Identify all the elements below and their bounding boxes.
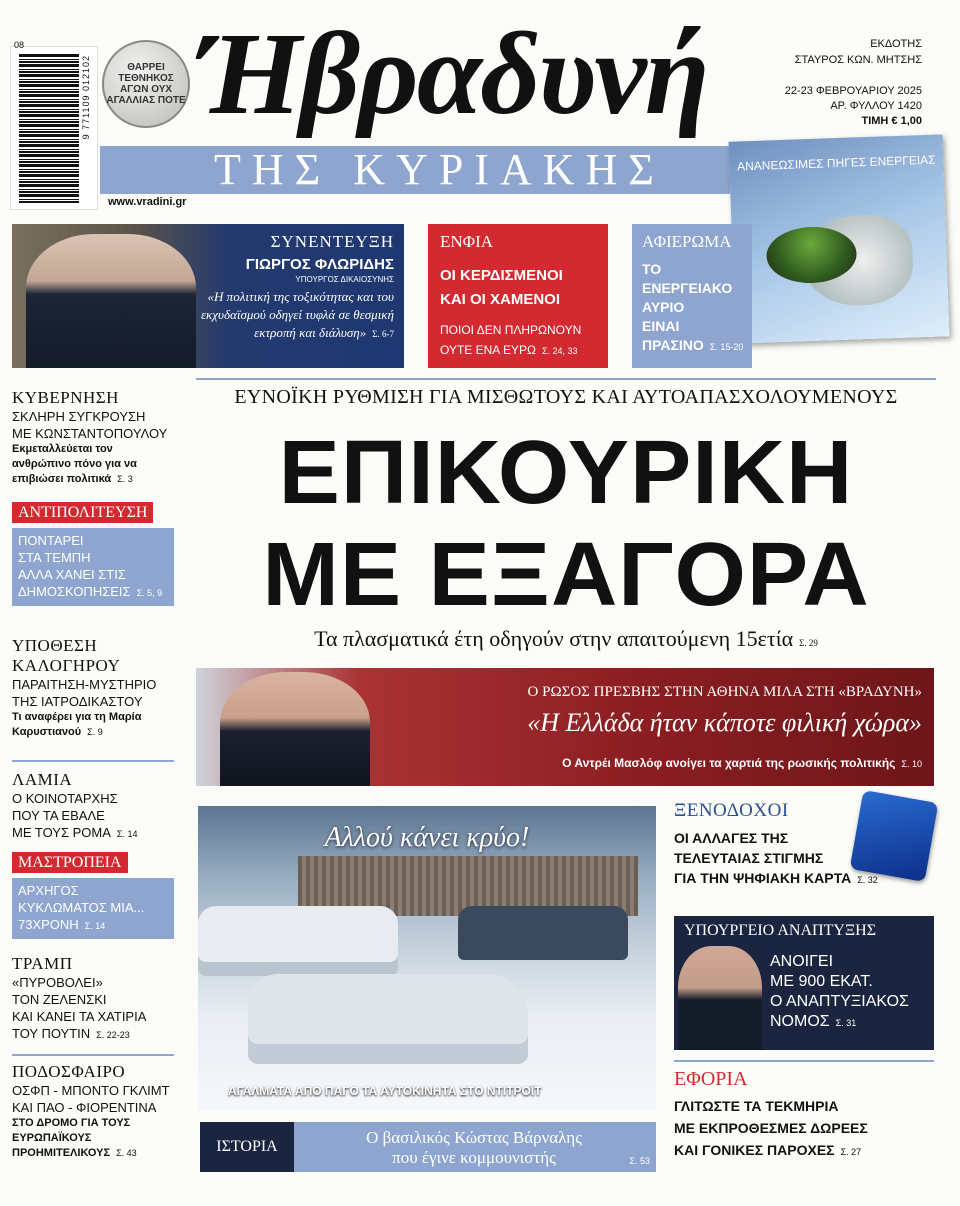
russia-quote: «Η Ελλάδα ήταν κάποτε φιλική χώρα» (527, 708, 922, 737)
opposition-line: ΠΟΝΤΑΡΕΙ (18, 533, 84, 548)
enfia-panel[interactable] (428, 224, 608, 368)
main-headline-line1[interactable]: ΕΠΙΚΟΥΡΙΚΗ (278, 423, 854, 523)
history-line: που έγινε κομμουνιστής (392, 1148, 556, 1167)
dev-line: ΝΟΜΟΣ (770, 1013, 830, 1030)
enfia-sub-line2: ΟΥΤΕ ΕΝΑ ΕΥΡΩ (440, 343, 536, 357)
minister-photo (678, 946, 762, 1050)
gov-category: ΚΥΒΕΡΝΗΣΗ (12, 388, 119, 407)
sidebar-divider (12, 760, 174, 762)
frozen-car-image (248, 974, 528, 1064)
lamia-line: Ο ΚΟΙΝΟΤΑΡΧΗΣ (12, 791, 118, 806)
football-line: ΟΣΦΠ - ΜΠΟΝΤΟ ΓΚΛΙΜΤ (12, 1083, 170, 1098)
sidebar-lamia[interactable] (12, 770, 174, 843)
tribute-headline (642, 260, 743, 357)
maslov-photo (220, 672, 370, 786)
supplement-cover[interactable] (729, 134, 950, 343)
hotel-kicker: ΞΕΝΟΔΟΧΟΙ (674, 800, 789, 821)
enfia-sub (440, 320, 581, 361)
interview-role: ΥΠΟΥΡΓΟΣ ΔΙΚΑΙΟΣΥΝΗΣ (295, 275, 394, 284)
main-divider (196, 378, 936, 380)
tribute-kicker: ΑΦΙΕΡΩΜΑ (642, 232, 732, 251)
hotel-page: Σ. 32 (857, 875, 878, 885)
russia-sub (562, 756, 922, 770)
football-line: ΚΑΙ ΠΑΟ - ΦΙΟΡΕΝΤΙΝΑ (12, 1100, 157, 1115)
kalogirou-page: Σ. 9 (87, 727, 103, 737)
football-category: ΠΟΔΟΣΦΑΙΡΟ (12, 1062, 126, 1081)
hotel-head-line: ΟΙ ΑΛΛΑΓΕΣ ΤΗΣ (674, 830, 789, 846)
tribute-page: Σ. 15-20 (709, 342, 744, 352)
issue-price: ΤΙΜΗ € 1,00 (861, 115, 922, 127)
gov-title: ΣΚΛΗΡΗ ΣΥΓΚΡΟΥΣΗ (12, 409, 146, 424)
issue-date: 22-23 ΦΕΒΡΟΥΑΡΙΟΥ 2025 (784, 85, 922, 97)
dev-page: Σ. 31 (835, 1018, 857, 1028)
right-divider (674, 1060, 934, 1062)
mastropeia-page: Σ. 14 (84, 921, 106, 931)
gov-page: Σ. 3 (117, 474, 133, 484)
main-deck (196, 626, 936, 652)
dev-line: ΑΝΟΙΓΕΙ (770, 953, 834, 970)
enfia-headline (440, 264, 563, 312)
trump-line: ΤΟΥ ΠΟΥΤΙΝ (12, 1026, 91, 1041)
tax-head-line: ΓΛΙΤΩΣΤΕ ΤΑ ΤΕΚΜΗΡΙΑ (674, 1098, 839, 1114)
publisher-name: ΣΤΑΥΡΟΣ ΚΩΝ. ΜΗΤΣΗΣ (794, 54, 922, 66)
sidebar-football[interactable] (12, 1062, 174, 1161)
opposition-line: ΣΤΑ ΤΕΜΠΗ (18, 550, 91, 565)
dev-kicker: ΥΠΟΥΡΓΕΙΟ ΑΝΑΠΤΥΞΗΣ (684, 922, 877, 939)
enfia-head-line1: ΟΙ ΚΕΡΔΙΣΜΕΝΟΙ (440, 267, 563, 284)
russia-kicker: Ο ΡΩΣΟΣ ΠΡΕΣΒΗΣ ΣΤΗΝ ΑΘΗΝΑ ΜΙΛΑ ΣΤΗ «ΒΡΑΔΥΝΗ» (527, 684, 922, 700)
sidebar-divider (12, 1054, 174, 1056)
football-sub: ΣΤΟ ΔΡΟΜΟ ΓΙΑ ΤΟΥΣ ΕΥΡΩΠΑΪΚΟΥΣ ΠΡΟΗΜΙΤΕΛΙΚΟΥΣ (12, 1117, 131, 1159)
main-kicker: ΕΥΝΟΪΚΗ ΡΥΘΜΙΣΗ ΓΙΑ ΜΙΣΘΩΤΟΥΣ ΚΑΙ ΑΥΤΟΑΠΑΣΧΟΛΟΥΜΕΝΟΥΣ (234, 386, 898, 408)
snow-caption: ΑΓΑΛΜΑΤΑ ΑΠΟ ΠΑΓΟ ΤΑ ΑΥΤΟΚΙΝΗΤΑ ΣΤΟ ΝΤΙΤΡΟΪΤ (228, 1084, 542, 1098)
trump-page: Σ. 22-23 (96, 1030, 130, 1040)
barcode-bars (19, 53, 79, 203)
mastropeia-line: ΑΡΧΗΓΟΣ (18, 883, 79, 898)
barcode-issue: 08 (14, 40, 25, 50)
interview-panel[interactable] (12, 224, 404, 368)
interview-quote (176, 288, 394, 343)
interview-page: Σ. 6-7 (372, 329, 394, 339)
interview-kicker: ΣΥΝΕΝΤΕΥΞΗ (270, 232, 394, 251)
trump-line: ΤΟΝ ΖΕΛΕΝΣΚΙ (12, 992, 107, 1007)
kalogirou-category: ΚΑΛΟΓΗΡΟΥ (12, 656, 121, 675)
sidebar-kalogirou[interactable] (12, 636, 174, 740)
sidebar-mastropeia[interactable] (12, 854, 174, 939)
hotel-head-line: ΓΙΑ ΤΗΝ ΨΗΦΙΑΚΗ ΚΑΡΤΑ (674, 870, 852, 886)
snow-title: Αλλού κάνει κρύο! (324, 822, 530, 853)
smartphone-icon (850, 790, 939, 882)
enfia-kicker: ΕΝΦΙΑ (440, 232, 494, 251)
gov-title: ΜΕ ΚΩΝΣΤΑΝΤΟΠΟΥΛΟΥ (12, 426, 168, 441)
masthead-subtitle: ΤΗΣ ΚΥΡΙΑΚΗΣ (214, 145, 665, 194)
development-panel[interactable] (674, 916, 934, 1050)
masthead-title: Ήβραδυνή (196, 8, 708, 139)
sidebar-gov[interactable] (12, 388, 174, 487)
mastropeia-line: 73ΧΡΟΝΗ (18, 917, 79, 932)
issue-number: ΑΡ. ΦΥΛΛΟΥ 1420 (830, 100, 922, 112)
tribute-line: ΠΡΑΣΙΝΟ (642, 337, 704, 353)
supplement-title: ΑΝΑΝΕΩΣΙΜΕΣ ΠΗΓΕΣ ΕΝΕΡΓΕΙΑΣ (736, 152, 936, 174)
sidebar-trump[interactable] (12, 954, 174, 1044)
kalogirou-title: ΤΗΣ ΙΑΤΡΟΔΙΚΑΣΤΟΥ (12, 694, 143, 709)
russia-panel[interactable] (196, 668, 934, 786)
history-text (300, 1128, 648, 1168)
barcode (10, 46, 98, 210)
opposition-label: ΑΝΤΙΠΟΛΙΤΕΥΣΗ (12, 502, 153, 523)
tribute-line: ΑΥΡΙΟ (642, 299, 685, 315)
main-deck-text: Τα πλασματικά έτη οδηγούν στην απαιτούμενη 15ετία (314, 626, 794, 651)
snow-photo-panel[interactable] (198, 806, 656, 1110)
issue-info (785, 84, 922, 129)
main-page: Σ. 29 (799, 638, 818, 648)
frozen-car-image (198, 906, 398, 976)
tax-page: Σ. 27 (840, 1147, 862, 1157)
football-page: Σ. 43 (116, 1148, 137, 1158)
tax-kicker: ΕΦΟΡΙΑ (674, 1068, 748, 1090)
hotel-head-line: ΤΕΛΕΥΤΑΙΑΣ ΣΤΙΓΜΗΣ (674, 850, 824, 866)
coin-text: ΘΑΡΡΕΙ ΤΕΘΝΗΚΟΣ ΑΓΩΝ ΟΥΧ ΑΓΑΛΛΙΑΣ ΠΟΤΕ (106, 62, 186, 106)
publisher-block (795, 36, 922, 68)
enfia-head-line2: ΚΑΙ ΟΙ ΧΑΜΕΝΟΙ (440, 291, 561, 308)
tax-head-line: ΚΑΙ ΓΟΝΙΚΕΣ ΠΑΡΟΧΕΣ (674, 1142, 835, 1158)
trump-category: ΤΡΑΜΠ (12, 954, 73, 973)
tribute-line: ΕΝΕΡΓΕΙΑΚΟ (642, 280, 733, 296)
tax-story[interactable] (674, 1068, 934, 1163)
mastropeia-label: ΜΑΣΤΡΟΠΕΙΑ (12, 852, 128, 873)
kalogirou-sub: Τι αναφέρει για τη Μαρία Καρυστιανού (12, 711, 142, 738)
mastropeia-line: ΚΥΚΛΩΜΑΤΟΣ ΜΙΑ... (18, 900, 145, 915)
kalogirou-category: ΥΠΟΘΕΣΗ (12, 636, 98, 655)
tribute-panel[interactable] (632, 224, 752, 368)
dev-line: ΜΕ 900 ΕΚΑΤ. (770, 973, 873, 990)
history-label: ΙΣΤΟΡΙΑ (200, 1122, 294, 1172)
history-page: Σ. 53 (629, 1156, 650, 1166)
enfia-page: Σ. 24, 33 (541, 346, 578, 356)
lamia-line: ΠΟΥ ΤΑ ΕΒΑΛΕ (12, 808, 105, 823)
tribute-line: ΕΙΝΑΙ (642, 318, 680, 334)
opposition-line: ΑΛΛΑ ΧΑΝΕΙ ΣΤΙΣ (18, 567, 126, 582)
interview-name: ΓΙΩΡΓΟΣ ΦΛΩΡΙΔΗΣ (245, 256, 394, 273)
tribute-line: ΤΟ (642, 261, 662, 277)
kalogirou-title: ΠΑΡΑΙΤΗΣΗ-ΜΥΣΤΗΡΙΟ (12, 677, 157, 692)
frozen-car-image (458, 906, 628, 960)
trump-line: «ΠΥΡΟΒΟΛΕΙ» (12, 975, 103, 990)
main-headline-line2[interactable]: ΜΕ ΕΞΑΓΟΡΑ (262, 525, 870, 625)
russia-page: Σ. 10 (901, 759, 922, 769)
floridis-photo (26, 234, 196, 368)
lamia-category: ΛΑΜΙΑ (12, 770, 73, 789)
opposition-line: ΔΗΜΟΣΚΟΠΗΣΕΙΣ (18, 584, 131, 599)
tax-head-line: ΜΕ ΕΚΠΡΟΘΕΣΜΕΣ ΔΩΡΕΕΣ (674, 1120, 868, 1136)
interview-quote-text: «Η πολιτική της τοξικότητας και του εκχυδαϊσμού οδηγεί τυφλά σε θεσμική εκτροπή και διάλυση» (200, 289, 394, 340)
dev-line: Ο ΑΝΑΠΤΥΞΙΑΚΟΣ (770, 993, 909, 1010)
sidebar-opposition[interactable] (12, 504, 174, 606)
coin-logo (102, 40, 190, 128)
history-panel[interactable] (200, 1122, 656, 1172)
gov-sub: Εκμεταλλεύεται τον ανθρώπινο πόνο για να επιβιώσει πολιτικά (12, 443, 137, 485)
russia-sub-text: Ο Αντρέι Μασλόφ ανοίγει τα χαρτιά της ρωσικής πολιτικής (562, 756, 896, 770)
enfia-sub-line1: ΠΟΙΟΙ ΔΕΝ ΠΛΗΡΩΝΟΥΝ (440, 323, 582, 337)
lamia-line: ΜΕ ΤΟΥΣ ΡΟΜΑ (12, 825, 111, 840)
website-link[interactable]: www.vradini.gr (108, 196, 187, 208)
lamia-page: Σ. 14 (116, 829, 138, 839)
publisher-label: ΕΚΔΟΤΗΣ (870, 38, 922, 50)
barcode-number: 9 771109 012102 (81, 55, 91, 140)
trump-line: ΚΑΙ ΚΑΝΕΙ ΤΑ ΧΑΤΙΡΙΑ (12, 1009, 147, 1024)
history-line: Ο βασιλικός Κώστας Βάρναλης (366, 1128, 582, 1147)
opposition-page: Σ. 5, 9 (136, 588, 163, 598)
